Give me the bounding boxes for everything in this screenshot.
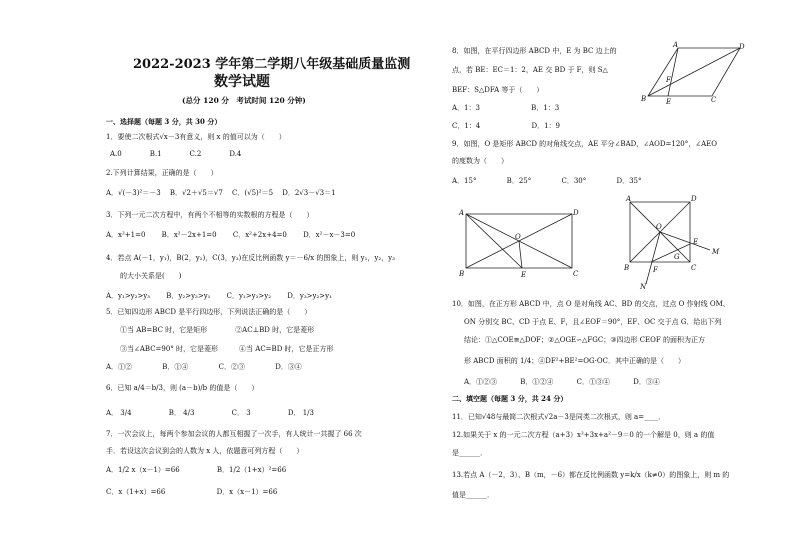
fig10-label-b: B (624, 264, 630, 272)
question-11: 11．已知√48与最简二次根式√2a－3是同类二次根式，则 a=____． (452, 413, 666, 421)
question-2-options: A．√(－3)²＝－3 B．√2＋√5＝√7 C．(√5)²＝5 D．2√3－√3＝1 (106, 189, 336, 197)
question-10-cont-3: 形 ABCD 面积的 1/4；④DF²+BE²=OG·OC．其中正确的是（ ） (464, 357, 685, 365)
question-1: 1．要使二次根式√x－3有意义，则 x 的值可以为（ ） (106, 133, 286, 141)
figure-q10-square (616, 192, 726, 290)
question-5-items-b: ③当∠ABC=90° 时，它是菱形 ④当 AC=BD 时，它是正方形 (120, 345, 334, 353)
question-10-cont: ON 分别交 BC、CD 于点 E、F，且∠EOF＝90°，EF、OC 交于点 G．给出下列 (464, 318, 722, 326)
question-13: 13.若点 A（－2，3）、B（m，－6）都在反比例函数 y=k/x（k≠0）的图象上，则 m 的 (452, 471, 730, 479)
question-10: 10．如图，在正方形 ABCD 中，点 O 是对角线 AC、BD 的交点，过点 O 作射线 OM、 (452, 300, 730, 308)
question-12-cont: 是______． (452, 449, 487, 457)
question-8-options-cd: C．1：4 D．1：9 (452, 122, 561, 130)
question-6: 6．已知 a/4＝b/3，则 (a－b)/b 的值是（ ） (106, 384, 259, 392)
fig10-label-d: D (691, 195, 697, 203)
exam-info: (总分 120 分 考试时间 120 分钟) (182, 96, 306, 105)
question-4: 4．若点 A(－1，y₁)，B(2，y₂)，C(3，y₃)在反比例函数 y＝－6/x 的图象上，则 y₁，y₂，y₃ (106, 254, 395, 262)
fig8-label-b: B (641, 95, 647, 103)
question-7-cont: 手．若设这次会议到会的人数为 x 人，依题意可列方程（ ） (106, 447, 304, 455)
fig8-label-f: F (666, 76, 671, 84)
fig8-label-c: C (711, 96, 717, 104)
fig10-label-n: N (640, 283, 647, 290)
fig8-label-a: A (673, 41, 679, 49)
fig9-label-c: C (573, 270, 579, 278)
question-9-cont: 的度数为（ ） (452, 157, 508, 165)
question-9: 9．如图，O 是矩形 ABCD 的对角线交点，AE 平分∠BAD，∠AOD=120°，∠AEO (452, 140, 717, 148)
fig9-label-d: D (573, 209, 579, 217)
section-one-heading: 一、选择题（每题 3 分，共 30 分） (106, 117, 222, 126)
question-8-cont-2: BEF：S△DFA 等于（ ） (452, 86, 544, 94)
question-8-cont: 点，若 BE：EC＝1：2，AE 交 BD 于 F，则 S△ (452, 66, 608, 74)
figure-q8-parallelogram (636, 40, 748, 106)
fig10-label-a: A (626, 195, 632, 203)
fig8-label-d: D (739, 43, 745, 51)
question-5-items-a: ①当 AB=BC 时，它是矩形 ②AC⊥BD 时，它是菱形 (120, 326, 315, 334)
question-13-cont: 值是______． (452, 491, 494, 499)
fig10-label-c: C (691, 264, 697, 272)
question-7-options-ab: A．1/2 x（x－1）=66 B．1/2（1+x）²=66 (106, 466, 287, 474)
fig9-label-b: B (459, 270, 465, 278)
fig9-label-e: E (521, 271, 527, 279)
question-4-options: A．y₁>y₂>y₃ B．y₂>y₃>y₁ C．y₁>y₃>y₂ D．y₃>y₂>y₁ (106, 292, 332, 300)
figure-q9-rectangle (454, 200, 584, 284)
question-3: 3．下列一元二次方程中，有两个不相等的实数根的方程是（ ） (106, 211, 314, 219)
fig8-label-e: E (666, 98, 672, 106)
question-1-options: A.0 B.1 C.2 D.4 (110, 150, 242, 158)
question-10-options: A．①②③ B．①②④ C．①③④ D．③④ (464, 378, 660, 386)
section-two-heading: 二、填空题（每题 3 分，共 24 分） (452, 394, 568, 403)
question-12: 12.如果关于 x 的一元二次方程（a+3）x²+3x+a²－9＝0 的一个解是 0，则 a 的值 (452, 431, 715, 439)
fig10-label-f: F (653, 266, 658, 274)
fig9-label-a: A (459, 209, 465, 217)
question-8: 8．如图，在平行四边形 ABCD 中，E 为 BC 边上的 (452, 47, 617, 55)
question-8-options-ab: A．1：3 B．1：3 (452, 104, 560, 112)
question-7-options-cd: C．x（1+x）=66 D．x（x－1）=66 (106, 488, 278, 496)
exam-subject: 数学试题 (214, 74, 270, 90)
fig10-label-m: M (712, 248, 720, 256)
exam-title: 2022-2023 学年第二学期八年级基础质量监测 (133, 57, 411, 72)
fig9-label-o: O (515, 233, 521, 241)
question-9-options: A．15° B．25° C．30° D．35° (452, 177, 642, 185)
fig10-label-e: E (693, 238, 699, 246)
question-4-cont: 的大小关系是( ) (120, 272, 182, 280)
question-5: 5．已知四边形 ABCD 是平行四边形，下列说法正确的是（ ） (106, 308, 312, 316)
question-2: 2.下列计算结果，正确的是（ ） (106, 169, 218, 177)
fig10-label-o: O (656, 223, 662, 231)
fig10-label-g: G (674, 253, 680, 261)
question-3-options: A．x²+1=0 B．x²－2x+1=0 C．x²+2x+4=0 D．x²－x－3=0 (106, 231, 356, 239)
question-6-options: A． 3/4 B． 4/3 C． 3 D． 1/3 (106, 409, 314, 417)
question-10-cont-2: 结论：①△COE≌△DOF；②△OGE∽△FGC；③四边形 CEOF 的面积为正方 (464, 336, 705, 344)
question-7: 7．一次会议上，每两个参加会议的人都互相握了一次手，有人统计一共握了 66 次 (106, 430, 362, 438)
question-5-options: A．①② B．①④ C．②③ D．③④ (106, 363, 302, 371)
